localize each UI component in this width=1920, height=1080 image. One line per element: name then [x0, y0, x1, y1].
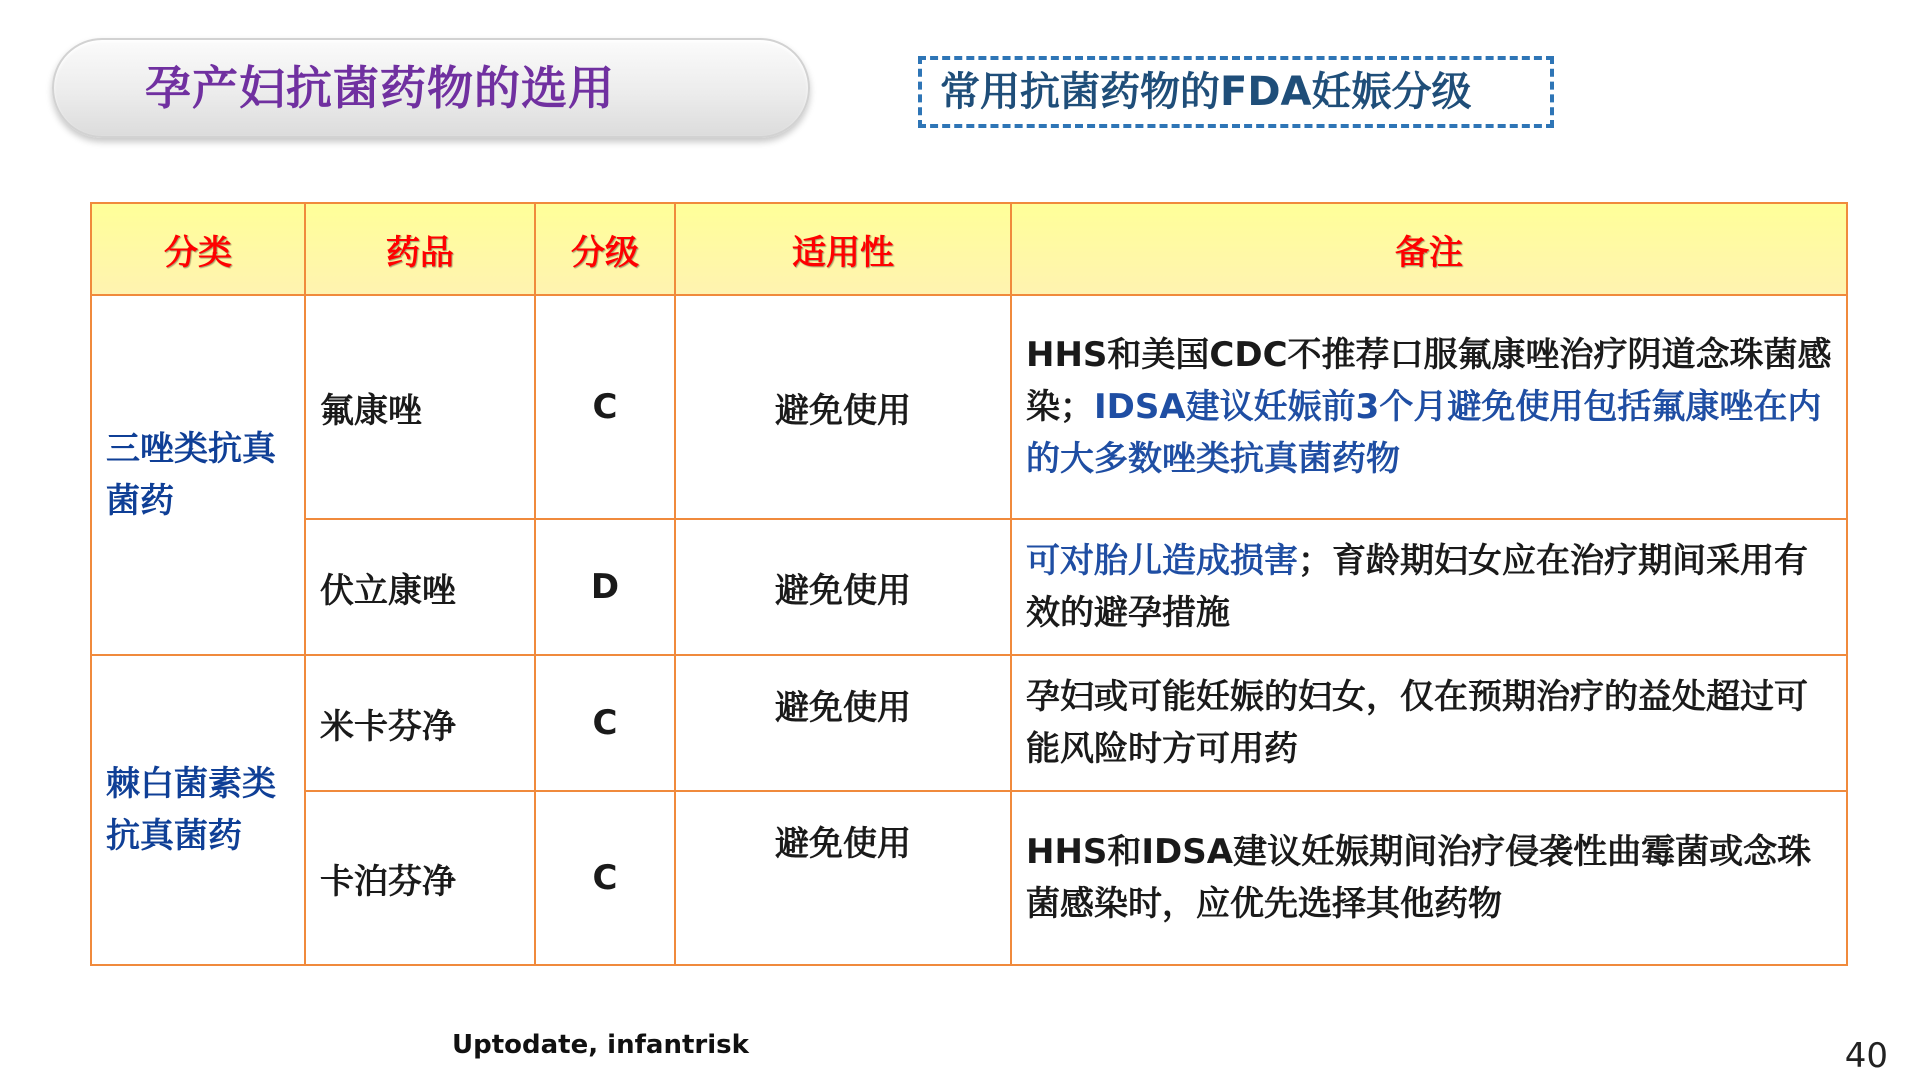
table-row [91, 519, 1847, 655]
table-row [91, 655, 1847, 791]
applicability-cell: 避免使用 [675, 791, 1011, 965]
remarks-highlight: 可对胎儿造成损害 [1026, 541, 1298, 581]
header-applicability: 适用性 [675, 203, 1011, 295]
remarks-text: HHS和美国CDC不推荐口服氟康唑治疗阴道念珠菌感染； [1026, 335, 1832, 427]
remarks-cell: 孕妇或可能妊娠的妇女，仅在预期治疗的益处超过可能风险时方可用药 [1011, 655, 1847, 791]
applicability-cell: 避免使用 [675, 655, 1011, 791]
drug-cell: 米卡芬净 [305, 655, 535, 791]
grade-cell: C [535, 655, 675, 791]
grade-cell: C [535, 295, 675, 519]
slide-title: 孕产妇抗菌药物的选用 [145, 61, 615, 115]
header-remarks: 备注 [1011, 203, 1847, 295]
grade-cell: D [535, 519, 675, 655]
source-citation: Uptodate, infantrisk [452, 1030, 749, 1060]
drug-cell: 氟康唑 [305, 295, 535, 519]
slide-subtitle: 常用抗菌药物的FDA妊娠分级 [940, 69, 1472, 115]
header-drug: 药品 [305, 203, 535, 295]
remarks-cell [1011, 519, 1847, 655]
remarks-text: ；育龄期妇女应在治疗期间采用有效的避孕措施 [1026, 541, 1808, 633]
header-category: 分类 [91, 203, 305, 295]
header-grade: 分级 [535, 203, 675, 295]
remarks-cell: HHS和IDSA建议妊娠期间治疗侵袭性曲霉菌或念珠菌感染时，应优先选择其他药物 [1011, 791, 1847, 965]
category-cell: 棘白菌素类抗真菌药 [91, 655, 305, 965]
drug-cell: 伏立康唑 [305, 519, 535, 655]
applicability-cell: 避免使用 [675, 519, 1011, 655]
remarks-highlight: IDSA建议妊娠前3个月避免使用包括氟康唑在内的大多数唑类抗真菌药物 [1026, 387, 1822, 479]
category-cell: 三唑类抗真菌药 [91, 295, 305, 655]
drug-cell: 卡泊芬净 [305, 791, 535, 965]
table-header-row [91, 203, 1847, 295]
page-number: 40 [1844, 1036, 1888, 1076]
remarks-cell [1011, 295, 1847, 519]
grade-cell: C [535, 791, 675, 965]
fda-grade-table [90, 202, 1848, 966]
applicability-cell: 避免使用 [675, 295, 1011, 519]
table-row [91, 295, 1847, 519]
table-row [91, 791, 1847, 965]
